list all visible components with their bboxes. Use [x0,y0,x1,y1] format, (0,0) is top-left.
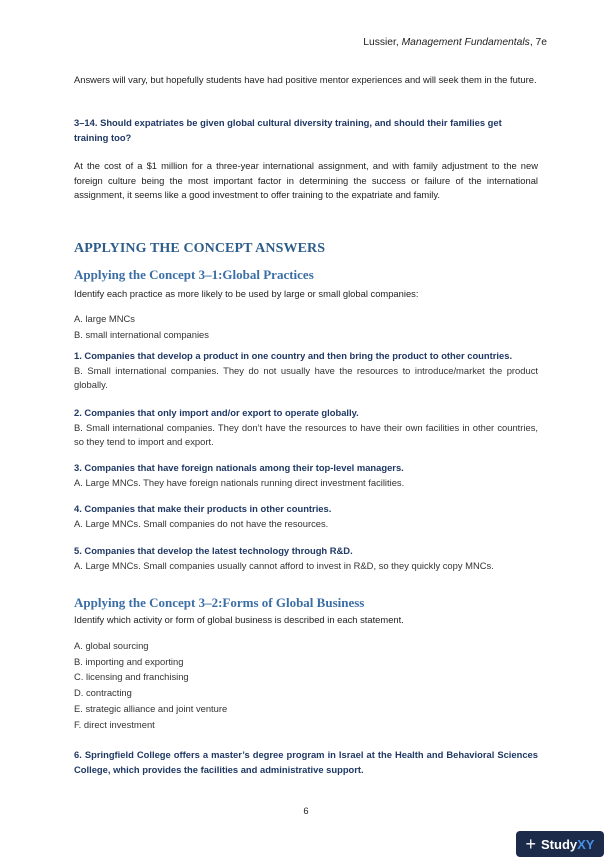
atc-3-2-title: Applying the Concept 3–2:Forms of Global Business [74,595,365,610]
atc-3-1-item-2: 2. Companies that only import and/or export to operate globally. B. Small international companies. They don’t have the resources to have their own facilities in other countries, so they tend to import and export. [74,407,538,448]
atc-3-1-title: Applying the Concept 3–1:Global Practices [74,267,314,282]
question-3-14: 3–14. Should expatriates be given global cultural diversity training, and should their families get training too? [74,117,502,143]
answer-mentor: Answers will vary, but hopefully students have had positive mentor experiences and will seek them in the future. [74,74,537,85]
atc-3-1-item-3: 3. Companies that have foreign nationals among their top-level managers. A. Large MNCs. They have foreign nationals running direct investment facilities. [74,462,405,488]
atc-3-2-options [74,638,538,732]
option-item: C. licensing and franchising [74,671,189,683]
option-item: E. strategic alliance and joint venture [74,702,228,714]
option-item: D. contracting [74,687,132,699]
atc-3-2-instruction: Identify which activity or form of global business is described in each statement. [74,614,404,625]
option-item: A. large MNCs [74,313,135,324]
plus-icon: + [525,834,537,854]
atc-3-1-options [74,311,538,342]
atc-3-1-item-1: 1. Companies that develop a product in one country and then bring the product to other countries. B. Small international companies. They do not usually have the resources to introduce/market the product globally. [74,350,538,391]
option-item: B. importing and exporting [74,655,184,667]
atc-3-1-instruction: Identify each practice as more likely to be used by large or small global companies: [74,288,419,299]
atc-3-1-item-4: 4. Companies that make their products in other countries. A. Large MNCs. Small companies do not have the resources. [74,503,332,529]
atc-3-1-item-5: 5. Companies that develop the latest technology through R&D. A. Large MNCs. Small companies usually cannot afford to invest in R&D, so they quickly copy MNCs. [74,545,494,571]
option-item: B. small international companies [74,328,209,340]
page-header: Lussier, Management Fundamentals, 7e [363,37,547,48]
section-title: APPLYING THE CONCEPT ANSWERS [74,241,326,256]
studyxy-logo: + Study XY [516,831,604,857]
option-item: A. global sourcing [74,640,149,651]
answer-3-14: At the cost of a $1 million for a three-year international assignment, and with family adjustment to the new foreign culture being the most important factor in determining the success or failure of the international assignment, it seems like a good investment to offer training to the expatriate and family. [74,160,538,201]
atc-3-2-question-6: 6. Springfield College offers a master’s degree program in Israel at the Health and Behavioral Sciences College, which provides the facilities and administrative support. [74,749,538,775]
option-item: F. direct investment [74,718,155,730]
page-number: 6 [303,805,309,816]
